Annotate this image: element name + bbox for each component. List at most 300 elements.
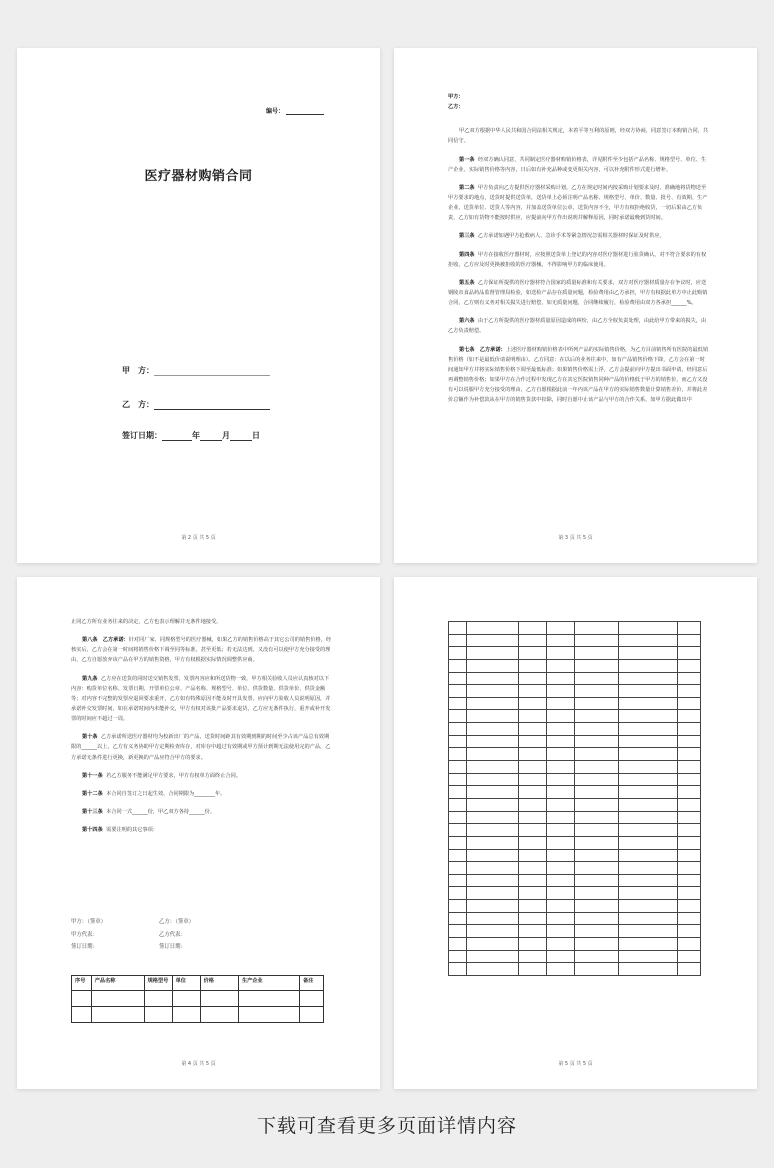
sign-date-label: 签订日期： [122, 431, 162, 440]
grid-cell [518, 900, 546, 913]
grid-cell [574, 811, 618, 824]
grid-cell [467, 862, 518, 875]
grid-cell [618, 735, 677, 748]
party-a-label: 甲 方： [122, 366, 154, 375]
article-head: 第六条 [459, 318, 475, 325]
party-a-line: 甲方： [448, 94, 464, 100]
grid-row [449, 710, 701, 723]
grid-cell [518, 912, 546, 925]
grid-cell [677, 735, 700, 748]
grid-cell [518, 786, 546, 799]
grid-cell [449, 622, 467, 635]
grid-cell [467, 697, 518, 710]
grid-cell [546, 773, 574, 786]
article-12 [71, 789, 332, 799]
grid-cell [449, 761, 467, 774]
grid-cell [574, 887, 618, 900]
grid-cell [518, 849, 546, 862]
grid-cell [467, 672, 518, 685]
grid-cell [518, 811, 546, 824]
grid-row [449, 925, 701, 938]
article-text: 乙方承诺所送医疗器材均为校新出厂的产品，送货时间距其有效期到期的时间至少占该产品总有效期限的______以上，乙方有义务协助甲方定期检查库存，对库存中超过有效期或甲方预计到期无法使用完的产品，乙方承诺无条件进行更换，新更换的产品应符合甲方的要求。 [71, 734, 331, 761]
grid-cell [449, 938, 467, 951]
grid-row [449, 634, 701, 647]
grid-cell [677, 950, 700, 963]
grid-cell [574, 685, 618, 698]
contract-number-blank [286, 108, 324, 115]
grid-cell [467, 887, 518, 900]
grid-cell [618, 659, 677, 672]
article-text: 本合同一式______份，甲乙双方各持______份。 [106, 808, 216, 815]
contract-number-label: 编号： [265, 108, 284, 115]
grid-cell [449, 900, 467, 913]
grid-cell [546, 786, 574, 799]
product-table-header [72, 976, 324, 991]
grid-cell [618, 710, 677, 723]
blank-grid-table [448, 621, 701, 976]
grid-cell [518, 836, 546, 849]
grid-cell [677, 925, 700, 938]
grid-cell [574, 710, 618, 723]
col-manufacturer: 生产企业 [238, 976, 299, 991]
article-head: 第二条 [459, 184, 475, 191]
grid-cell [546, 811, 574, 824]
grid-row [449, 836, 701, 849]
grid-cell [518, 622, 546, 635]
col-product-name: 产品名称 [91, 976, 144, 991]
grid-cell [546, 950, 574, 963]
grid-cell [449, 874, 467, 887]
grid-cell [574, 925, 618, 938]
grid-cell [618, 773, 677, 786]
grid-cell [449, 950, 467, 963]
grid-cell [574, 773, 618, 786]
article-9 [71, 674, 332, 725]
grid-cell [449, 659, 467, 672]
grid-cell [677, 900, 700, 913]
grid-row [449, 824, 701, 837]
grid-cell [467, 963, 518, 976]
party-a-stamp: 甲方：（签章） [71, 919, 107, 925]
grid-cell [467, 761, 518, 774]
grid-cell [449, 748, 467, 761]
grid-cell [449, 811, 467, 824]
grid-cell [467, 849, 518, 862]
grid-cell [677, 963, 700, 976]
grid-cell [518, 950, 546, 963]
grid-cell [518, 824, 546, 837]
party-b-representative: 乙方代表： [159, 932, 186, 938]
article-head: 第五条 [459, 279, 475, 286]
grid-row [449, 647, 701, 660]
grid-cell [677, 634, 700, 647]
grid-cell [574, 748, 618, 761]
grid-cell [546, 836, 574, 849]
grid-cell [518, 659, 546, 672]
grid-cell [677, 798, 700, 811]
grid-cell [618, 647, 677, 660]
grid-cell [518, 862, 546, 875]
grid-row [449, 963, 701, 976]
grid-cell [618, 748, 677, 761]
grid-cell [467, 773, 518, 786]
grid-cell [618, 824, 677, 837]
grid-cell [574, 900, 618, 913]
grid-row [449, 735, 701, 748]
grid-cell [677, 938, 700, 951]
grid-cell [467, 735, 518, 748]
grid-cell [449, 836, 467, 849]
article-text: 经双方确认同意，共同制定医疗器材购销价格表，详见附件至少包括产品名称、规格型号、单位、生产企业、实际销售价格等内容，日后如有补充品种或变更相关内容，可以补充附件形式进行增补。 [448, 156, 707, 173]
grid-cell [574, 963, 618, 976]
grid-cell [677, 748, 700, 761]
article-4 [448, 250, 709, 270]
grid-cell [677, 811, 700, 824]
year-blank [162, 431, 192, 441]
grid-cell [449, 735, 467, 748]
grid-cell [518, 672, 546, 685]
grid-cell [574, 672, 618, 685]
grid-cell [574, 786, 618, 799]
product-table [71, 975, 324, 1023]
grid-cell [518, 710, 546, 723]
article-7 [448, 345, 709, 406]
article-text: 本合同自签订之日起生效，合同期限为________年。 [106, 790, 226, 797]
party-b-sign-date: 签订日期： [159, 944, 186, 950]
grid-row [449, 748, 701, 761]
contract-title: 医疗器材购销合同 [144, 169, 253, 184]
grid-cell [518, 723, 546, 736]
grid-cell [518, 761, 546, 774]
grid-cell [618, 672, 677, 685]
grid-cell [677, 887, 700, 900]
page-number: 第 4 页 共 5 页 [181, 1061, 216, 1067]
col-index: 序号 [72, 976, 92, 991]
grid-row [449, 811, 701, 824]
grid-row [449, 798, 701, 811]
grid-cell [467, 950, 518, 963]
grid-cell [618, 874, 677, 887]
grid-cell [467, 798, 518, 811]
grid-cell [618, 925, 677, 938]
grid-cell [546, 634, 574, 647]
grid-cell [467, 659, 518, 672]
grid-cell [449, 672, 467, 685]
party-b-stamp: 乙方：（签章） [159, 919, 195, 925]
grid-cell [677, 874, 700, 887]
grid-cell [618, 836, 677, 849]
col-price: 价格 [200, 976, 238, 991]
grid-cell [449, 697, 467, 710]
grid-cell [677, 647, 700, 660]
grid-cell [546, 647, 574, 660]
article-2 [448, 183, 709, 224]
grid-cell [518, 773, 546, 786]
grid-cell [618, 761, 677, 774]
grid-cell [467, 685, 518, 698]
grid-cell [467, 836, 518, 849]
grid-cell [574, 647, 618, 660]
grid-cell [574, 912, 618, 925]
grid-cell [518, 697, 546, 710]
article-head: 第七条 乙方承诺： [459, 346, 506, 353]
grid-cell [546, 735, 574, 748]
grid-cell [574, 824, 618, 837]
grid-cell [449, 824, 467, 837]
grid-cell [574, 950, 618, 963]
grid-cell [618, 786, 677, 799]
grid-cell [467, 938, 518, 951]
grid-row [449, 950, 701, 963]
grid-cell [449, 723, 467, 736]
party-b-field [122, 399, 270, 410]
contract-number [266, 106, 324, 115]
grid-cell [449, 710, 467, 723]
grid-row [449, 938, 701, 951]
party-a-field [122, 365, 270, 376]
grid-cell [574, 761, 618, 774]
article-text: 由于乙方所提供的医疗器材质量原因造成的纠纷，由乙方全权负责处理，由此给甲方带来的损失，由乙方负责赔偿。 [448, 318, 707, 335]
year-label: 年 [192, 431, 200, 440]
grid-row [449, 849, 701, 862]
day-blank [230, 431, 252, 441]
terms-text [71, 617, 332, 843]
grid-cell [518, 634, 546, 647]
grid-cell [618, 811, 677, 824]
grid-cell [546, 723, 574, 736]
month-label: 月 [222, 431, 230, 440]
grid-cell [677, 786, 700, 799]
grid-cell [677, 862, 700, 875]
grid-cell [467, 874, 518, 887]
grid-row [449, 874, 701, 887]
grid-cell [467, 647, 518, 660]
party-b-blank [154, 400, 270, 410]
grid-cell [518, 887, 546, 900]
grid-cell [467, 710, 518, 723]
grid-cell [574, 874, 618, 887]
grid-cell [518, 938, 546, 951]
grid-row [449, 887, 701, 900]
grid-row [449, 723, 701, 736]
grid-cell [546, 849, 574, 862]
grid-cell [546, 710, 574, 723]
grid-cell [618, 900, 677, 913]
grid-cell [574, 622, 618, 635]
article-text: 上述医疗器材购销价格表中所列产品的实际销售价格，为乙方目前销售所有医院的最低销售价格（如不是最低价请说明理由）。乙方同意：在以后的业务往来中，如有产品销售价格下降，乙方会在第一时间通知甲方并将实际销售价格下调至最低标准；如果销售价格需上浮，乙方会提前向甲方提出书面申请，经同意后再调整销售价格；如果甲方在合作过程中发现乙方在其它医院销售同种产品的价格低于甲方的销售价，而乙方又没有可以说服甲方充分接受的理由，乙方自愿根据此前一年内该产品在甲方的实际销售数量计算销售差价，并将此差价总额作为补偿款从在甲方的销售货款中扣除，同时自愿中止该产品与甲方的合作关系，如甲方据此做出中 [448, 346, 709, 404]
month-blank [200, 431, 222, 441]
grid-row [449, 773, 701, 786]
grid-cell [618, 950, 677, 963]
table-row [72, 1007, 324, 1023]
grid-cell [449, 786, 467, 799]
article-head: 第十四条 [82, 827, 103, 834]
grid-cell [677, 824, 700, 837]
grid-cell [618, 912, 677, 925]
grid-cell [518, 963, 546, 976]
grid-cell [618, 697, 677, 710]
article-13 [71, 807, 332, 817]
attachment-page [394, 577, 757, 1089]
table-row [72, 991, 324, 1007]
grid-row [449, 761, 701, 774]
article-10 [71, 732, 332, 762]
grid-cell [546, 824, 574, 837]
grid-cell [618, 938, 677, 951]
party-a-representative: 甲方代表： [71, 932, 98, 938]
grid-cell [546, 900, 574, 913]
grid-cell [546, 697, 574, 710]
grid-cell [546, 925, 574, 938]
col-remarks: 备注 [300, 976, 324, 991]
grid-row [449, 697, 701, 710]
grid-cell [574, 659, 618, 672]
article-head: 第三条 [459, 233, 475, 240]
grid-cell [467, 912, 518, 925]
grid-cell [677, 622, 700, 635]
grid-cell [546, 862, 574, 875]
grid-row [449, 672, 701, 685]
grid-cell [677, 761, 700, 774]
article-1 [448, 155, 709, 175]
grid-cell [618, 723, 677, 736]
article-text: 若乙方服务不能满足甲方要求，甲方有权单方面终止合同。 [106, 772, 241, 779]
grid-cell [677, 659, 700, 672]
article-3 [448, 231, 709, 241]
grid-cell [546, 659, 574, 672]
grid-cell [618, 622, 677, 635]
article-text: 甲方在接收医疗器材时，应按照送货单上登记的内容对医疗器材进行验货确认，对不符合要求的有权拒收，乙方应及时更换被拒收的医疗器械，不得影响甲方的临床使用。 [448, 251, 707, 268]
article-head: 第八条 乙方承诺： [82, 637, 129, 644]
grid-cell [677, 836, 700, 849]
grid-cell [518, 748, 546, 761]
grid-row [449, 659, 701, 672]
article-head: 第一条 [459, 156, 475, 163]
grid-cell [546, 748, 574, 761]
article-head: 第十一条 [82, 772, 103, 779]
grid-cell [574, 735, 618, 748]
grid-cell [449, 798, 467, 811]
grid-cell [467, 925, 518, 938]
article-14 [71, 825, 332, 835]
grid-cell [518, 735, 546, 748]
page-number: 第 2 页 共 5 页 [181, 535, 216, 541]
party-a-sign-date: 签订日期： [71, 944, 98, 950]
article-head: 第十二条 [82, 790, 103, 797]
terms-page-1 [394, 48, 757, 563]
grid-cell [449, 634, 467, 647]
grid-row [449, 900, 701, 913]
article-text: 乙方保证所提供的医疗器材符合国家的质量标准和有关要求，双方对医疗器材质量存在争议时，应送钢陵市食品药品监督管理局检验，如送检产品存在质量问题，检验费用由乙方承担，甲方有权据此单方中止此购销合同，乙方则有义务对相关损失进行赔偿，如无质量问题，合同继续履行，检验费用由双方各承担______%。 [448, 279, 708, 307]
grid-cell [574, 938, 618, 951]
grid-cell [449, 887, 467, 900]
grid-cell [546, 938, 574, 951]
grid-cell [574, 634, 618, 647]
grid-cell [618, 798, 677, 811]
grid-row [449, 862, 701, 875]
sign-date-field [122, 430, 260, 441]
grid-row [449, 622, 701, 635]
grid-cell [546, 761, 574, 774]
article-text: 乙方承诺如遇甲方抢救病人、急诊手术等紧急情况急需相关器材时保证及时供应。 [477, 233, 665, 240]
grid-cell [467, 748, 518, 761]
article-5 [448, 278, 709, 308]
grid-cell [467, 824, 518, 837]
grid-cell [677, 672, 700, 685]
page-number: 第 3 页 共 5 页 [558, 535, 593, 541]
grid-cell [449, 647, 467, 660]
grid-cell [618, 849, 677, 862]
grid-cell [574, 798, 618, 811]
download-caption: 下载可查看更多页面详情内容 [256, 1115, 517, 1137]
col-spec: 规格型号 [144, 976, 172, 991]
grid-cell [574, 836, 618, 849]
grid-cell [467, 786, 518, 799]
grid-cell [449, 773, 467, 786]
grid-cell [546, 874, 574, 887]
grid-cell [518, 925, 546, 938]
grid-row [449, 912, 701, 925]
grid-cell [574, 849, 618, 862]
article-head: 第十条 [82, 734, 98, 741]
article-text: 需要注明的其它事项： [106, 827, 158, 834]
grid-cell [449, 912, 467, 925]
grid-cell [518, 647, 546, 660]
grid-cell [546, 672, 574, 685]
grid-cell [677, 773, 700, 786]
grid-cell [449, 925, 467, 938]
grid-cell [618, 963, 677, 976]
cover-page [17, 48, 380, 563]
article-head: 第十三条 [82, 808, 103, 815]
grid-cell [618, 862, 677, 875]
grid-row [449, 685, 701, 698]
grid-cell [449, 963, 467, 976]
page-number: 第 5 页 共 5 页 [558, 1061, 593, 1067]
grid-cell [467, 811, 518, 824]
grid-cell [618, 887, 677, 900]
grid-row [449, 786, 701, 799]
grid-cell [546, 798, 574, 811]
grid-cell [574, 723, 618, 736]
grid-cell [518, 685, 546, 698]
grid-cell [467, 634, 518, 647]
article-head: 第九条 [82, 675, 98, 682]
grid-cell [574, 697, 618, 710]
grid-cell [518, 798, 546, 811]
grid-cell [449, 849, 467, 862]
grid-cell [546, 685, 574, 698]
grid-cell [574, 862, 618, 875]
grid-cell [677, 849, 700, 862]
grid-cell [449, 685, 467, 698]
grid-cell [449, 862, 467, 875]
party-b-line: 乙方： [448, 104, 464, 111]
continuation-paragraph: 止同乙方所有业务往来的决定，乙方也表示理解并无条件地接受。 [71, 619, 222, 625]
terms-text [448, 92, 709, 413]
col-unit: 单位 [172, 976, 200, 991]
grid-cell [467, 900, 518, 913]
grid-cell [677, 710, 700, 723]
grid-cell [677, 685, 700, 698]
grid-cell [467, 622, 518, 635]
grid-cell [677, 697, 700, 710]
grid-cell [518, 874, 546, 887]
grid-cell [618, 685, 677, 698]
day-label: 日 [252, 431, 260, 440]
grid-cell [546, 887, 574, 900]
grid-cell [677, 912, 700, 925]
